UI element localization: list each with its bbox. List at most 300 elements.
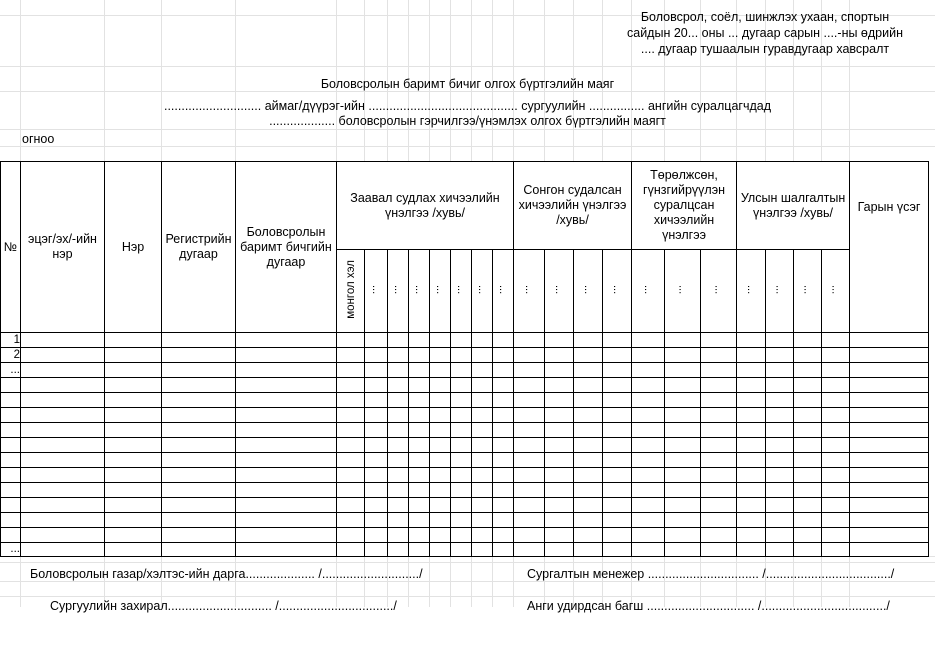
- table-cell[interactable]: [603, 423, 632, 438]
- table-cell[interactable]: [430, 453, 451, 468]
- table-cell[interactable]: [822, 483, 850, 498]
- table-cell[interactable]: [701, 408, 737, 423]
- table-cell[interactable]: [737, 363, 766, 378]
- table-cell[interactable]: [850, 423, 929, 438]
- table-cell[interactable]: [545, 393, 574, 408]
- table-cell[interactable]: [665, 468, 701, 483]
- table-cell[interactable]: [850, 378, 929, 393]
- table-cell[interactable]: [337, 348, 365, 363]
- table-cell[interactable]: [365, 513, 388, 528]
- table-cell[interactable]: [603, 408, 632, 423]
- table-cell[interactable]: [162, 408, 236, 423]
- table-cell[interactable]: [472, 438, 493, 453]
- table-cell[interactable]: [388, 408, 409, 423]
- table-cell[interactable]: [451, 393, 472, 408]
- table-cell[interactable]: [822, 333, 850, 348]
- table-cell[interactable]: [409, 483, 430, 498]
- table-cell[interactable]: [21, 348, 105, 363]
- table-cell[interactable]: [665, 498, 701, 513]
- table-cell[interactable]: [850, 483, 929, 498]
- table-cell[interactable]: [794, 348, 822, 363]
- table-cell[interactable]: [105, 363, 162, 378]
- table-cell[interactable]: [236, 513, 337, 528]
- table-cell[interactable]: [409, 513, 430, 528]
- table-cell[interactable]: [430, 438, 451, 453]
- table-cell[interactable]: [430, 513, 451, 528]
- table-cell[interactable]: [603, 543, 632, 557]
- table-cell[interactable]: [574, 378, 603, 393]
- table-cell[interactable]: [850, 468, 929, 483]
- table-cell[interactable]: [632, 378, 665, 393]
- table-cell[interactable]: [514, 543, 545, 557]
- table-cell[interactable]: [766, 363, 794, 378]
- table-cell[interactable]: [701, 468, 737, 483]
- table-cell[interactable]: [822, 528, 850, 543]
- table-cell[interactable]: [388, 378, 409, 393]
- table-cell[interactable]: [850, 453, 929, 468]
- table-cell[interactable]: [337, 393, 365, 408]
- table-cell[interactable]: [493, 363, 514, 378]
- table-cell[interactable]: [794, 513, 822, 528]
- table-cell[interactable]: [472, 483, 493, 498]
- table-cell[interactable]: [514, 528, 545, 543]
- table-cell[interactable]: [794, 468, 822, 483]
- table-cell[interactable]: [737, 513, 766, 528]
- table-cell[interactable]: [409, 363, 430, 378]
- table-cell[interactable]: [514, 363, 545, 378]
- table-cell[interactable]: [514, 378, 545, 393]
- table-cell[interactable]: [737, 333, 766, 348]
- table-cell[interactable]: [337, 498, 365, 513]
- table-cell[interactable]: [514, 348, 545, 363]
- table-cell[interactable]: [236, 453, 337, 468]
- table-cell[interactable]: [701, 528, 737, 543]
- table-cell[interactable]: [451, 348, 472, 363]
- table-cell[interactable]: [236, 363, 337, 378]
- table-cell[interactable]: [388, 468, 409, 483]
- table-cell[interactable]: [632, 543, 665, 557]
- table-cell[interactable]: [409, 333, 430, 348]
- table-cell[interactable]: [701, 393, 737, 408]
- table-cell[interactable]: [850, 363, 929, 378]
- table-cell[interactable]: [514, 453, 545, 468]
- table-cell[interactable]: [236, 468, 337, 483]
- table-cell[interactable]: [21, 513, 105, 528]
- table-cell[interactable]: [388, 498, 409, 513]
- table-cell[interactable]: [493, 528, 514, 543]
- table-cell[interactable]: [409, 453, 430, 468]
- table-cell[interactable]: [388, 363, 409, 378]
- table-cell[interactable]: [365, 498, 388, 513]
- table-cell[interactable]: [430, 378, 451, 393]
- table-cell[interactable]: [430, 423, 451, 438]
- table-cell[interactable]: [822, 393, 850, 408]
- table-cell[interactable]: [21, 378, 105, 393]
- table-cell[interactable]: [472, 363, 493, 378]
- table-cell[interactable]: [493, 453, 514, 468]
- table-cell[interactable]: [632, 363, 665, 378]
- table-cell[interactable]: [514, 333, 545, 348]
- table-cell[interactable]: [21, 408, 105, 423]
- table-cell[interactable]: [794, 543, 822, 557]
- table-cell[interactable]: [430, 348, 451, 363]
- table-cell[interactable]: [822, 468, 850, 483]
- table-cell[interactable]: [365, 408, 388, 423]
- table-cell[interactable]: [105, 378, 162, 393]
- table-cell[interactable]: [388, 483, 409, 498]
- table-cell[interactable]: [337, 468, 365, 483]
- table-cell[interactable]: [632, 423, 665, 438]
- table-cell[interactable]: [737, 483, 766, 498]
- table-cell[interactable]: [472, 468, 493, 483]
- table-cell[interactable]: [337, 438, 365, 453]
- table-cell[interactable]: [822, 423, 850, 438]
- table-cell[interactable]: [162, 498, 236, 513]
- table-cell[interactable]: [574, 423, 603, 438]
- table-cell[interactable]: [545, 348, 574, 363]
- table-cell[interactable]: [574, 363, 603, 378]
- table-cell[interactable]: [766, 393, 794, 408]
- table-cell[interactable]: [337, 543, 365, 557]
- table-cell[interactable]: [603, 393, 632, 408]
- table-cell[interactable]: [766, 333, 794, 348]
- table-cell[interactable]: [701, 498, 737, 513]
- table-cell[interactable]: [21, 543, 105, 557]
- table-cell[interactable]: [493, 393, 514, 408]
- table-cell[interactable]: [545, 438, 574, 453]
- table-cell[interactable]: [472, 528, 493, 543]
- table-cell[interactable]: [574, 483, 603, 498]
- table-cell[interactable]: [493, 333, 514, 348]
- table-cell[interactable]: [603, 438, 632, 453]
- table-cell[interactable]: [632, 348, 665, 363]
- table-cell[interactable]: [493, 438, 514, 453]
- table-cell[interactable]: [514, 513, 545, 528]
- table-cell[interactable]: [451, 513, 472, 528]
- table-cell[interactable]: [337, 423, 365, 438]
- table-cell[interactable]: [603, 363, 632, 378]
- table-cell[interactable]: [365, 378, 388, 393]
- table-cell[interactable]: [737, 528, 766, 543]
- table-cell[interactable]: [737, 543, 766, 557]
- table-cell[interactable]: [766, 483, 794, 498]
- table-cell[interactable]: [430, 543, 451, 557]
- table-cell[interactable]: [493, 498, 514, 513]
- table-cell[interactable]: [514, 483, 545, 498]
- table-cell[interactable]: [574, 333, 603, 348]
- table-cell[interactable]: [701, 453, 737, 468]
- table-cell[interactable]: [632, 333, 665, 348]
- table-cell[interactable]: [794, 453, 822, 468]
- table-cell[interactable]: [632, 453, 665, 468]
- table-cell[interactable]: [493, 468, 514, 483]
- table-cell[interactable]: [409, 438, 430, 453]
- table-cell[interactable]: [236, 438, 337, 453]
- table-cell[interactable]: [105, 543, 162, 557]
- table-cell[interactable]: [665, 378, 701, 393]
- table-cell[interactable]: [850, 393, 929, 408]
- table-cell[interactable]: [337, 363, 365, 378]
- table-cell[interactable]: [665, 363, 701, 378]
- table-cell[interactable]: [451, 498, 472, 513]
- table-cell[interactable]: [472, 378, 493, 393]
- table-cell[interactable]: [105, 483, 162, 498]
- table-cell[interactable]: [430, 363, 451, 378]
- table-cell[interactable]: [701, 363, 737, 378]
- table-cell[interactable]: [665, 513, 701, 528]
- table-cell[interactable]: [632, 438, 665, 453]
- table-cell[interactable]: [21, 393, 105, 408]
- table-cell[interactable]: [388, 393, 409, 408]
- table-cell[interactable]: [365, 468, 388, 483]
- table-cell[interactable]: [822, 513, 850, 528]
- table-cell[interactable]: [603, 483, 632, 498]
- table-cell[interactable]: [701, 333, 737, 348]
- table-cell[interactable]: [337, 528, 365, 543]
- table-cell[interactable]: [409, 498, 430, 513]
- table-cell[interactable]: [409, 378, 430, 393]
- table-cell[interactable]: [766, 543, 794, 557]
- table-cell[interactable]: [574, 528, 603, 543]
- table-cell[interactable]: [337, 453, 365, 468]
- table-cell[interactable]: [794, 438, 822, 453]
- table-cell[interactable]: [21, 483, 105, 498]
- table-cell[interactable]: [162, 528, 236, 543]
- table-cell[interactable]: [545, 498, 574, 513]
- table-cell[interactable]: [105, 423, 162, 438]
- table-cell[interactable]: [665, 543, 701, 557]
- table-cell[interactable]: [430, 393, 451, 408]
- table-cell[interactable]: [701, 438, 737, 453]
- table-cell[interactable]: [451, 528, 472, 543]
- table-cell[interactable]: [21, 528, 105, 543]
- table-cell[interactable]: [701, 483, 737, 498]
- table-cell[interactable]: [430, 528, 451, 543]
- table-cell[interactable]: [236, 378, 337, 393]
- table-cell[interactable]: [822, 498, 850, 513]
- table-cell[interactable]: [430, 498, 451, 513]
- table-cell[interactable]: [21, 438, 105, 453]
- table-cell[interactable]: [162, 393, 236, 408]
- table-cell[interactable]: [105, 438, 162, 453]
- table-cell[interactable]: [632, 393, 665, 408]
- table-cell[interactable]: [409, 423, 430, 438]
- table-cell[interactable]: [451, 543, 472, 557]
- table-cell[interactable]: [162, 378, 236, 393]
- table-cell[interactable]: [574, 453, 603, 468]
- table-cell[interactable]: [822, 363, 850, 378]
- table-cell[interactable]: [472, 498, 493, 513]
- table-cell[interactable]: [105, 498, 162, 513]
- table-cell[interactable]: [850, 513, 929, 528]
- table-cell[interactable]: [545, 528, 574, 543]
- table-cell[interactable]: [337, 378, 365, 393]
- table-cell[interactable]: [850, 333, 929, 348]
- table-cell[interactable]: [574, 468, 603, 483]
- table-cell[interactable]: [850, 528, 929, 543]
- table-cell[interactable]: [545, 468, 574, 483]
- table-cell[interactable]: [236, 483, 337, 498]
- table-cell[interactable]: [493, 543, 514, 557]
- table-cell[interactable]: [451, 378, 472, 393]
- table-cell[interactable]: [794, 483, 822, 498]
- table-cell[interactable]: [365, 423, 388, 438]
- table-cell[interactable]: [472, 348, 493, 363]
- table-cell[interactable]: [105, 468, 162, 483]
- table-cell[interactable]: [603, 333, 632, 348]
- table-cell[interactable]: [574, 393, 603, 408]
- table-cell[interactable]: [794, 378, 822, 393]
- table-cell[interactable]: [822, 543, 850, 557]
- table-cell[interactable]: [665, 528, 701, 543]
- table-cell[interactable]: [794, 498, 822, 513]
- table-cell[interactable]: [766, 453, 794, 468]
- table-cell[interactable]: [632, 513, 665, 528]
- table-cell[interactable]: [850, 408, 929, 423]
- table-cell[interactable]: [409, 528, 430, 543]
- table-cell[interactable]: [409, 348, 430, 363]
- table-cell[interactable]: [365, 543, 388, 557]
- table-cell[interactable]: [388, 333, 409, 348]
- table-cell[interactable]: [545, 453, 574, 468]
- table-cell[interactable]: [105, 528, 162, 543]
- table-cell[interactable]: [514, 393, 545, 408]
- table-cell[interactable]: [850, 348, 929, 363]
- table-cell[interactable]: [737, 393, 766, 408]
- table-cell[interactable]: [21, 453, 105, 468]
- table-cell[interactable]: [365, 363, 388, 378]
- table-cell[interactable]: [737, 438, 766, 453]
- table-cell[interactable]: [472, 393, 493, 408]
- table-cell[interactable]: [794, 333, 822, 348]
- table-cell[interactable]: [388, 543, 409, 557]
- table-cell[interactable]: [451, 363, 472, 378]
- table-cell[interactable]: [493, 348, 514, 363]
- table-cell[interactable]: [701, 348, 737, 363]
- table-cell[interactable]: [451, 468, 472, 483]
- table-cell[interactable]: [430, 483, 451, 498]
- table-cell[interactable]: [162, 543, 236, 557]
- table-cell[interactable]: [574, 438, 603, 453]
- table-cell[interactable]: [365, 333, 388, 348]
- table-cell[interactable]: [236, 393, 337, 408]
- table-cell[interactable]: [766, 378, 794, 393]
- table-cell[interactable]: [105, 408, 162, 423]
- table-cell[interactable]: [737, 498, 766, 513]
- table-cell[interactable]: [365, 453, 388, 468]
- table-cell[interactable]: [162, 438, 236, 453]
- table-cell[interactable]: [236, 528, 337, 543]
- table-cell[interactable]: [236, 333, 337, 348]
- table-cell[interactable]: [701, 378, 737, 393]
- table-cell[interactable]: [766, 348, 794, 363]
- table-cell[interactable]: [21, 498, 105, 513]
- table-cell[interactable]: [105, 513, 162, 528]
- table-cell[interactable]: [451, 453, 472, 468]
- table-cell[interactable]: [105, 333, 162, 348]
- table-cell[interactable]: [603, 528, 632, 543]
- table-cell[interactable]: [236, 348, 337, 363]
- table-cell[interactable]: [545, 408, 574, 423]
- table-cell[interactable]: [162, 348, 236, 363]
- table-cell[interactable]: [236, 423, 337, 438]
- table-cell[interactable]: [603, 498, 632, 513]
- table-cell[interactable]: [493, 513, 514, 528]
- table-cell[interactable]: [472, 513, 493, 528]
- table-cell[interactable]: [21, 363, 105, 378]
- table-cell[interactable]: [737, 408, 766, 423]
- table-cell[interactable]: [236, 408, 337, 423]
- table-cell[interactable]: [388, 348, 409, 363]
- table-cell[interactable]: [701, 423, 737, 438]
- table-cell[interactable]: [236, 498, 337, 513]
- table-cell[interactable]: [409, 543, 430, 557]
- table-cell[interactable]: [665, 408, 701, 423]
- table-cell[interactable]: [514, 498, 545, 513]
- table-cell[interactable]: [766, 513, 794, 528]
- table-cell[interactable]: [822, 408, 850, 423]
- table-cell[interactable]: [665, 483, 701, 498]
- table-cell[interactable]: [574, 348, 603, 363]
- table-cell[interactable]: [632, 498, 665, 513]
- table-cell[interactable]: [794, 423, 822, 438]
- table-cell[interactable]: [472, 453, 493, 468]
- table-cell[interactable]: [665, 438, 701, 453]
- table-cell[interactable]: [737, 348, 766, 363]
- table-cell[interactable]: [451, 438, 472, 453]
- table-cell[interactable]: [514, 423, 545, 438]
- table-cell[interactable]: [665, 393, 701, 408]
- table-cell[interactable]: [545, 423, 574, 438]
- table-cell[interactable]: [545, 378, 574, 393]
- table-cell[interactable]: [472, 408, 493, 423]
- table-cell[interactable]: [822, 438, 850, 453]
- table-cell[interactable]: [514, 438, 545, 453]
- table-cell[interactable]: [365, 393, 388, 408]
- table-cell[interactable]: [21, 423, 105, 438]
- table-cell[interactable]: [451, 333, 472, 348]
- table-cell[interactable]: [365, 438, 388, 453]
- table-cell[interactable]: [493, 408, 514, 423]
- table-cell[interactable]: [493, 483, 514, 498]
- table-cell[interactable]: [794, 393, 822, 408]
- table-cell[interactable]: [430, 408, 451, 423]
- table-cell[interactable]: [665, 423, 701, 438]
- table-cell[interactable]: [545, 333, 574, 348]
- table-cell[interactable]: [388, 453, 409, 468]
- table-cell[interactable]: [766, 423, 794, 438]
- table-cell[interactable]: [337, 333, 365, 348]
- table-cell[interactable]: [162, 453, 236, 468]
- table-cell[interactable]: [737, 453, 766, 468]
- table-cell[interactable]: [409, 408, 430, 423]
- table-cell[interactable]: [493, 378, 514, 393]
- table-cell[interactable]: [451, 423, 472, 438]
- table-cell[interactable]: [472, 333, 493, 348]
- table-cell[interactable]: [451, 408, 472, 423]
- table-cell[interactable]: [337, 483, 365, 498]
- table-cell[interactable]: [737, 423, 766, 438]
- table-cell[interactable]: [794, 528, 822, 543]
- table-cell[interactable]: [701, 513, 737, 528]
- table-cell[interactable]: [105, 393, 162, 408]
- table-cell[interactable]: [514, 468, 545, 483]
- table-cell[interactable]: [794, 408, 822, 423]
- table-cell[interactable]: [388, 423, 409, 438]
- table-cell[interactable]: [603, 378, 632, 393]
- table-cell[interactable]: [409, 468, 430, 483]
- table-cell[interactable]: [472, 423, 493, 438]
